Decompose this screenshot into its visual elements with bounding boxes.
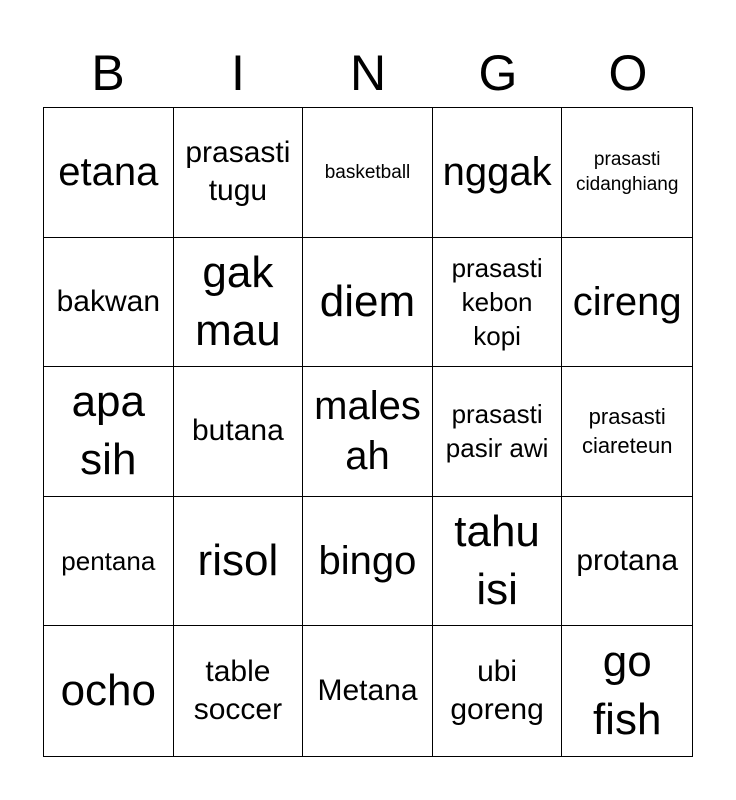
bingo-cell-r2c2[interactable]: [174, 238, 304, 368]
cell-text: table soccer: [193, 655, 283, 727]
cell-text: protana: [576, 544, 679, 578]
bingo-cell-r3c4[interactable]: [433, 367, 563, 497]
bingo-cell-r2c3[interactable]: [303, 238, 433, 368]
bingo-cell-r2c5[interactable]: [562, 238, 692, 368]
cell-text: go fish: [592, 637, 662, 745]
bingo-cell-r4c1[interactable]: [44, 497, 174, 627]
header-letter-b: B: [91, 45, 125, 101]
cell-text: ubi goreng: [450, 655, 544, 727]
bingo-cell-r4c4[interactable]: [433, 497, 563, 627]
cell-text: bingo: [318, 539, 417, 584]
header-letter-i: I: [231, 45, 245, 101]
bingo-cell-r5c4[interactable]: [433, 626, 563, 756]
bingo-cell-r5c1[interactable]: [44, 626, 174, 756]
bingo-cell-r1c1[interactable]: [44, 108, 174, 238]
bingo-cell-r4c2[interactable]: [174, 497, 304, 627]
bingo-cell-r1c4[interactable]: [433, 108, 563, 238]
bingo-cell-r1c2[interactable]: [174, 108, 304, 238]
header-letter-g: G: [478, 45, 518, 101]
cell-text: etana: [58, 150, 159, 195]
cell-text: diem: [319, 276, 416, 326]
cell-text: bakwan: [56, 284, 160, 318]
bingo-cell-r2c4[interactable]: [433, 238, 563, 368]
bingo-cell-r3c1[interactable]: [44, 367, 174, 497]
cell-text: prasasti kebon kopi: [451, 252, 543, 351]
cell-text: apa sih: [71, 377, 145, 485]
bingo-cell-r4c5[interactable]: [562, 497, 692, 627]
cell-text: cireng: [572, 279, 682, 324]
bingo-cell-r4c3[interactable]: [303, 497, 433, 627]
cell-text: basketball: [324, 161, 411, 183]
cell-text: males ah: [314, 384, 421, 479]
cell-text: tahu isi: [454, 507, 540, 615]
cell-text: gak mau: [195, 247, 281, 355]
bingo-cell-r5c2[interactable]: [174, 626, 304, 756]
header-letter-o: O: [608, 45, 648, 101]
cell-text: prasasti pasir awi: [445, 399, 549, 464]
cell-text: ocho: [60, 666, 156, 716]
cell-text: prasasti ciareteun: [581, 404, 673, 459]
bingo-header: [43, 40, 693, 106]
cell-text: prasasti cidanghiang: [575, 149, 679, 196]
bingo-cell-r1c3[interactable]: [303, 108, 433, 238]
bingo-cell-r2c1[interactable]: [44, 238, 174, 368]
bingo-cell-r5c5[interactable]: [562, 626, 692, 756]
cell-text: Metana: [317, 674, 418, 708]
cell-text: risol: [197, 536, 279, 586]
bingo-cell-r3c5[interactable]: [562, 367, 692, 497]
bingo-cell-r5c3[interactable]: [303, 626, 433, 756]
cell-text: pentana: [61, 546, 156, 577]
bingo-board: [43, 107, 693, 757]
header-letter-n: N: [349, 45, 387, 101]
cell-text: prasasti tugu: [185, 136, 291, 208]
bingo-cell-r1c5[interactable]: [562, 108, 692, 238]
bingo-cell-r3c3[interactable]: [303, 367, 433, 497]
bingo-cell-r3c2[interactable]: [174, 367, 304, 497]
cell-text: butana: [192, 414, 284, 448]
cell-text: nggak: [442, 150, 552, 195]
